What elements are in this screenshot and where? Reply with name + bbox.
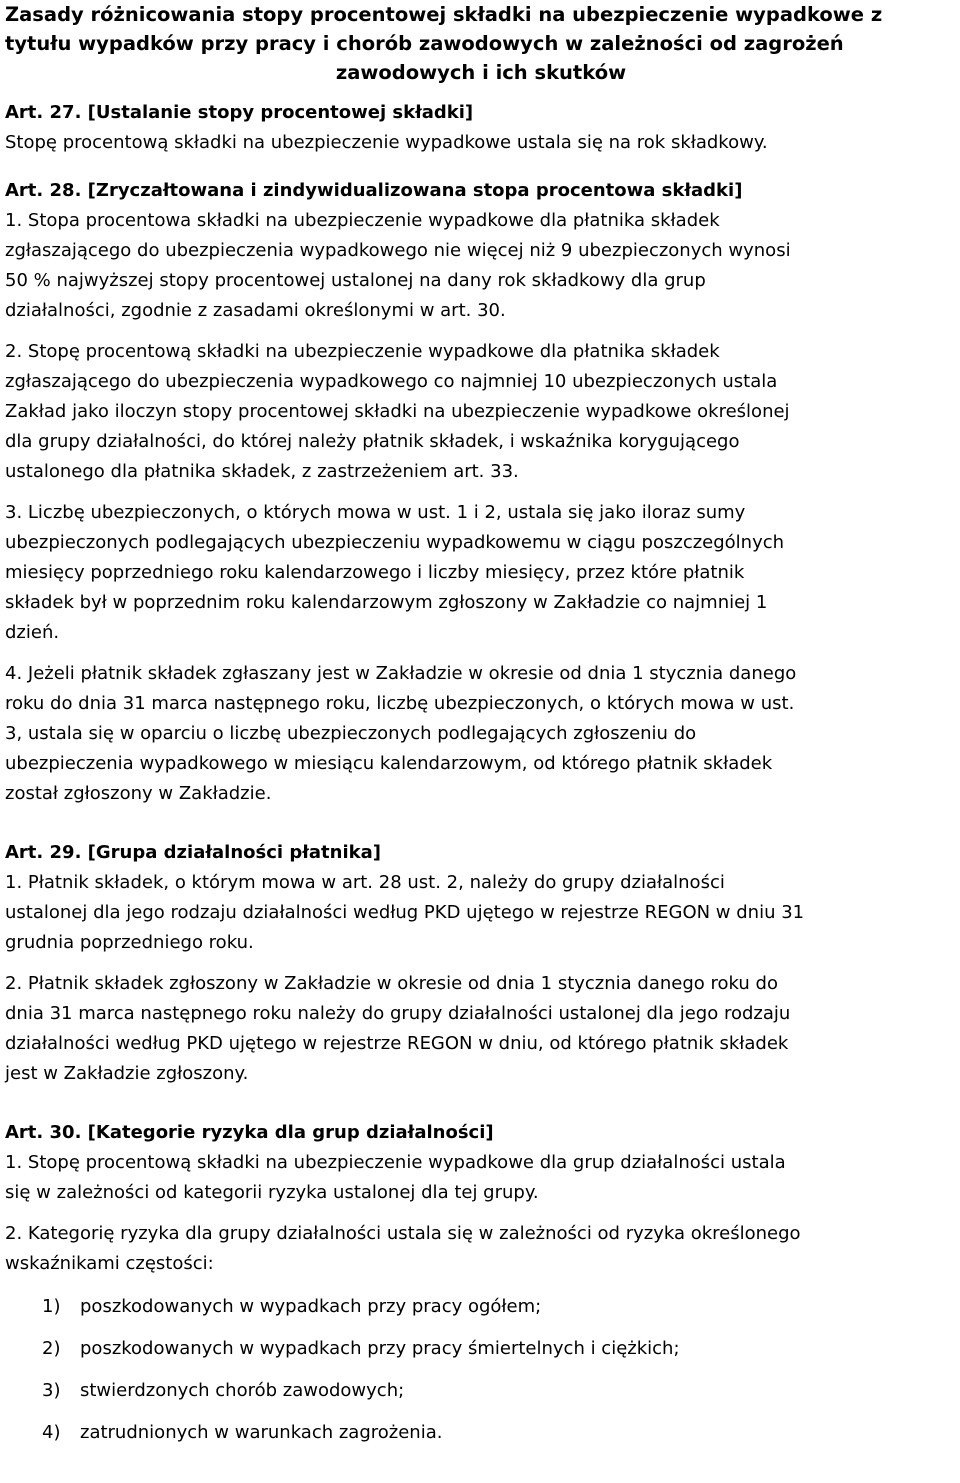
text-line: 50 % najwyższej stopy procentowej ustalonej na dany rok składkowy dla grup	[5, 270, 706, 291]
text-line: 3, ustala się w oparciu o liczbę ubezpieczonych podlegających zgłoszeniu do	[5, 723, 697, 744]
list-item	[5, 1376, 957, 1406]
article-30-para-1	[5, 1148, 957, 1208]
text-line: działalności według PKD ujętego w rejestrze REGON w dniu, od którego płatnik składek	[5, 1033, 789, 1054]
list-item-text: zatrudnionych w warunkach zagrożenia.	[80, 1422, 443, 1443]
text-line: 1. Stopę procentową składki na ubezpieczenie wypadkowe dla grup działalności ustala	[5, 1152, 786, 1173]
risk-indicator-list	[5, 1292, 957, 1448]
list-item-text: poszkodowanych w wypadkach przy pracy śmiertelnych i ciężkich;	[80, 1338, 680, 1359]
text-line: 2. Kategorię ryzyka dla grupy działalności ustala się w zależności od ryzyka określonego	[5, 1223, 801, 1244]
list-item	[5, 1334, 957, 1364]
article-30	[5, 1118, 957, 1448]
article-30-heading: Art. 30. [Kategorie ryzyka dla grup działalności]	[5, 1122, 494, 1143]
text-line: 1. Stopa procentowa składki na ubezpieczenie wypadkowe dla płatnika składek	[5, 210, 720, 231]
text-line: dzień.	[5, 622, 60, 643]
article-28-para-2	[5, 337, 957, 487]
title-line-2: tytułu wypadków przy pracy i chorób zawodowych w zależności od zagrożeń	[5, 32, 844, 55]
text-line: ustalonej dla jego rodzaju działalności według PKD ujętego w rejestrze REGON w dniu 31	[5, 902, 805, 923]
article-28	[5, 176, 957, 809]
text-line: jest w Zakładzie zgłoszony.	[5, 1063, 249, 1084]
article-29-para-2	[5, 969, 957, 1089]
text-line: Zakład jako iloczyn stopy procentowej składki na ubezpieczenie wypadkowe określonej	[5, 401, 790, 422]
list-item-number: 1)	[42, 1296, 61, 1317]
document-title	[5, 0, 957, 87]
article-30-para-2	[5, 1219, 957, 1279]
article-27-heading: Art. 27. [Ustalanie stopy procentowej składki]	[5, 102, 474, 123]
text-line: dnia 31 marca następnego roku należy do grupy działalności ustalonej dla jego rodzaju	[5, 1003, 791, 1024]
text-line: zgłaszającego do ubezpieczenia wypadkowego nie więcej niż 9 ubezpieczonych wynosi	[5, 240, 791, 261]
text-line: miesięcy poprzedniego roku kalendarzowego i liczby miesięcy, przez które płatnik	[5, 562, 745, 583]
article-28-heading: Art. 28. [Zryczałtowana i zindywidualizowana stopa procentowa składki]	[5, 180, 743, 201]
text-line: ustalonego dla płatnika składek, z zastrzeżeniem art. 33.	[5, 461, 519, 482]
list-item	[5, 1292, 957, 1322]
text-line: ubezpieczenia wypadkowego w miesiącu kalendarzowym, od którego płatnik składek	[5, 753, 773, 774]
text-line: 4. Jeżeli płatnik składek zgłaszany jest w Zakładzie w okresie od dnia 1 stycznia danego	[5, 663, 797, 684]
text-line: zgłaszającego do ubezpieczenia wypadkowego co najmniej 10 ubezpieczonych ustala	[5, 371, 778, 392]
list-item-number: 3)	[42, 1380, 61, 1401]
text-line: 2. Płatnik składek zgłoszony w Zakładzie w okresie od dnia 1 stycznia danego roku do	[5, 973, 778, 994]
text-line: 3. Liczbę ubezpieczonych, o których mowa w ust. 1 i 2, ustala się jako iloraz sumy	[5, 502, 746, 523]
article-29-para-1	[5, 868, 957, 958]
text-line: grudnia poprzedniego roku.	[5, 932, 254, 953]
list-item-text: stwierdzonych chorób zawodowych;	[80, 1380, 405, 1401]
text-line: wskaźnikami częstości:	[5, 1253, 214, 1274]
text-line: 1. Płatnik składek, o którym mowa w art. 28 ust. 2, należy do grupy działalności	[5, 872, 725, 893]
text-line: działalności, zgodnie z zasadami określonymi w art. 30.	[5, 300, 506, 321]
article-28-para-4	[5, 659, 957, 809]
list-item	[5, 1418, 957, 1448]
text-line: dla grupy działalności, do której należy płatnik składek, i wskaźnika korygującego	[5, 431, 740, 452]
title-line-1: Zasady różnicowania stopy procentowej składki na ubezpieczenie wypadkowe z	[5, 3, 883, 26]
list-item-text: poszkodowanych w wypadkach przy pracy ogółem;	[80, 1296, 542, 1317]
article-27	[5, 98, 957, 158]
article-27-text: Stopę procentową składki na ubezpieczenie wypadkowe ustala się na rok składkowy.	[5, 132, 768, 153]
text-line: ubezpieczonych podlegających ubezpieczeniu wypadkowemu w ciągu poszczególnych	[5, 532, 785, 553]
title-line-3: zawodowych i ich skutków	[335, 61, 627, 84]
text-line: się w zależności od kategorii ryzyka ustalonej dla tej grupy.	[5, 1182, 539, 1203]
text-line: został zgłoszony w Zakładzie.	[5, 783, 272, 804]
list-item-number: 2)	[42, 1338, 61, 1359]
list-item-number: 4)	[42, 1422, 61, 1443]
article-29-heading: Art. 29. [Grupa działalności płatnika]	[5, 842, 381, 863]
text-line: 2. Stopę procentową składki na ubezpieczenie wypadkowe dla płatnika składek	[5, 341, 720, 362]
article-28-para-1	[5, 206, 957, 326]
article-28-para-3	[5, 498, 957, 648]
document-page	[5, 0, 957, 1460]
text-line: składek był w poprzednim roku kalendarzowym zgłoszony w Zakładzie co najmniej 1	[5, 592, 768, 613]
text-line: roku do dnia 31 marca następnego roku, liczbę ubezpieczonych, o których mowa w ust.	[5, 693, 795, 714]
article-29	[5, 838, 957, 1089]
